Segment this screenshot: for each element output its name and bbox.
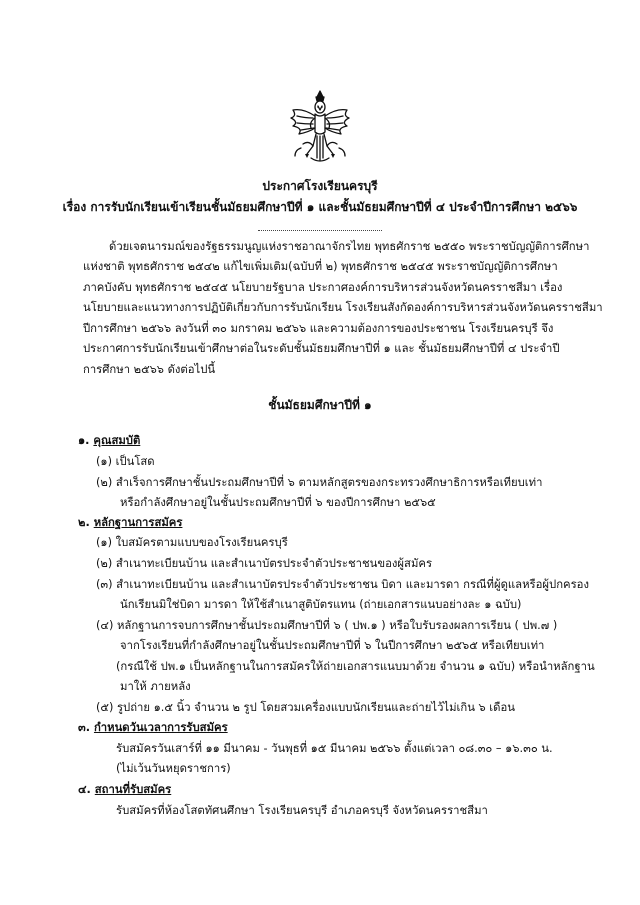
intro-line: การศึกษา ๒๕๖๖ ดังต่อไปนี้ (83, 363, 216, 376)
list-item: (ไม่เว้นวันหยุดราชการ) (116, 762, 231, 775)
list-item: (๒) สำเนาทะเบียนบ้าน และสำเนาบัตรประจำตัวประชาชนของผู้สมัคร (96, 557, 433, 570)
intro-line: ปีการศึกษา ๒๕๖๖ ลงวันที่ ๓๐ มกราคม ๒๕๖๖ และความต้องการของประชาชน โรงเรียนครบุรี จึง (83, 322, 554, 335)
divider (258, 230, 382, 231)
list-item: รับสมัครที่ห้องโสตทัศนศึกษา โรงเรียนครบุรี อำเภอครบุรี จังหวัดนครราชสีมา (116, 804, 488, 817)
list-item: (๑) เป็นโสด (96, 455, 155, 468)
list-item: มาให้ ภายหลัง (120, 680, 191, 693)
list-item: (กรณีใช้ ปพ.๑ เป็นหลักฐานในการสมัครให้ถ่ายเอกสารแนบมาด้วย จำนวน ๑ ฉบับ) หรือนำหลักฐาน (116, 660, 595, 673)
list-item: (๑) ใบสมัครตามแบบของโรงเรียนครบุรี (96, 536, 288, 549)
section-2-heading (78, 516, 182, 530)
document-title: ประกาศโรงเรียนครบุรี (262, 179, 378, 193)
section-number: ๔. (78, 783, 91, 796)
document-subject: เรื่อง การรับนักเรียนเข้าเรียนชั้นมัธยมศึกษาปีที่ ๑ และชั้นมัธยมศึกษาปีที่ ๔ ประจำปีการศึกษา ๒๕๖๖ (62, 200, 578, 214)
intro-line: ประกาศการรับนักเรียนเข้าศึกษาต่อในระดับชั้นมัธยมศึกษาปีที่ ๑ และ ชั้นมัธยมศึกษาปีที่ ๔ ประจำปี (83, 342, 560, 355)
intro-line: แห่งชาติ พุทธศักราช ๒๕๔๒ แก้ไขเพิ่มเติม(ฉบับที่ ๒) พุทธศักราช ๒๕๔๕ พระราชบัญญัติการศึกษา (83, 260, 558, 273)
section-title: กำหนดวันเวลาการรับสมัคร (93, 721, 228, 734)
section-1-heading (78, 434, 140, 448)
section-number: ๑. (78, 434, 90, 447)
list-item: (๓) สำเนาทะเบียนบ้าน และสำเนาบัตรประจำตัวประชาชน บิดา และมารดา กรณีที่ผู้ดูแลหรือผู้ปกครอง (96, 578, 589, 591)
intro-line: ภาคบังคับ พุทธศักราช ๒๕๔๕ นโยบายรัฐบาล ประกาศองค์การบริหารส่วนจังหวัดนครราชสีมา เรื่อง (83, 281, 563, 294)
section-title: คุณสมบัติ (93, 434, 141, 447)
section-title: หลักฐานการสมัคร (93, 516, 183, 529)
section-title: สถานที่รับสมัคร (94, 783, 172, 796)
section-number: ๓. (78, 721, 91, 734)
list-item: หรือกำลังศึกษาอยู่ในชั้นประถมศึกษาปีที่ ๖ ของปีการศึกษา ๒๕๖๕ (120, 496, 436, 509)
garuda-emblem-icon (287, 88, 353, 166)
section-4-heading (78, 783, 171, 797)
intro-line: นโยบายและแนวทางการปฏิบัติเกี่ยวกับการรับนักเรียน โรงเรียนสังกัดองค์การบริหารส่วนจังหวัดนครราชสีมา (83, 301, 603, 314)
list-item: (๕) รูปถ่าย ๑.๕ นิ้ว จำนวน ๒ รูป โดยสวมเครื่องแบบนักเรียนและถ่ายไว้ไม่เกิน ๖ เดือน (96, 701, 516, 714)
list-item: (๔) หลักฐานการจบการศึกษาชั้นประถมศึกษาปีที่ ๖ ( ปพ.๑ ) หรือใบรับรองผลการเรียน ( ปพ.๗ ) (96, 619, 558, 632)
intro-line: ด้วยเจตนารมณ์ของรัฐธรรมนูญแห่งราชอาณาจักรไทย พุทธศักราช ๒๕๕๐ พระราชบัญญัติการศึกษา (109, 240, 590, 253)
level-heading: ชั้นมัธยมศึกษาปีที่ ๑ (268, 398, 372, 412)
section-3-heading (78, 721, 228, 735)
section-number: ๒. (78, 516, 90, 529)
list-item: จากโรงเรียนที่กำลังศึกษาอยู่ในชั้นประถมศึกษาปีที่ ๖ ในปีการศึกษา ๒๕๖๕ หรือเทียบเท่า (120, 639, 545, 652)
list-item: (๒) สำเร็จการศึกษาชั้นประถมศึกษาปีที่ ๖ ตามหลักสูตรของกระทรวงศึกษาธิการหรือเทียบเท่า (96, 476, 543, 489)
list-item: รับสมัครวันเสาร์ที่ ๑๑ มีนาคม - วันพุธที่ ๑๕ มีนาคม ๒๕๖๖ ตั้งแต่เวลา ๐๘.๓๐ – ๑๖.๓๐ น. (116, 742, 553, 755)
list-item: นักเรียนมิใช่บิดา มารดา ให้ใช้สำเนาสูติบัตรแทน (ถ่ายเอกสารแนบอย่างละ ๑ ฉบับ) (120, 598, 522, 611)
